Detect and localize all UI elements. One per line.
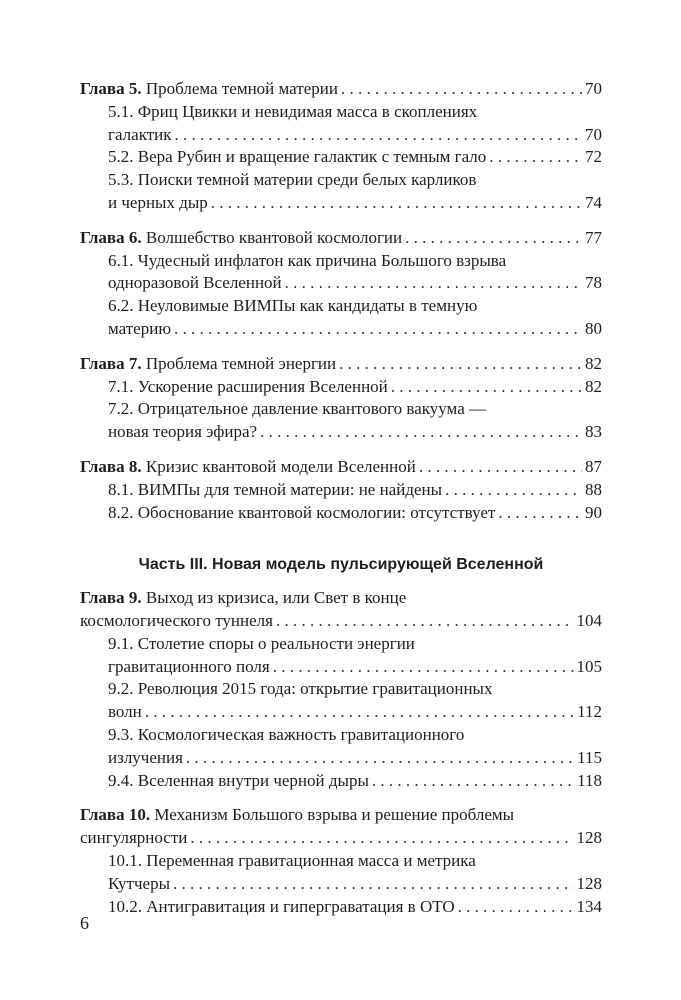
leader-dots	[458, 896, 574, 919]
section-page-number: 88	[585, 479, 602, 499]
section-line	[108, 421, 602, 444]
leader-dots	[339, 353, 582, 376]
section-entry	[80, 770, 602, 793]
section-title: галактик	[108, 124, 172, 144]
leader-dots	[445, 479, 582, 502]
chapter-label: Глава 5.	[80, 79, 142, 98]
chapter-title: Кризис квантовой модели Вселенной	[145, 456, 416, 476]
chapter-heading	[80, 804, 602, 850]
section-title: 5.2. Вера Рубин и вращение галактик с темным гало	[108, 147, 487, 167]
chapter-title: сингулярности	[80, 828, 188, 848]
chapter-title-line: Глава 10. Механизм Большого взрыва и решение проблемы	[80, 805, 515, 825]
section-title: одноразовой Вселенной	[108, 273, 282, 293]
leader-dots	[260, 421, 582, 444]
section-entry	[80, 678, 602, 724]
chapter-line	[80, 456, 602, 479]
section-line	[108, 272, 602, 295]
chapter-label: Глава 10.	[80, 805, 151, 825]
section-entry	[80, 169, 602, 215]
leader-dots	[211, 192, 582, 215]
section-page-number: 82	[585, 376, 602, 396]
section-title: новая теория эфира?	[108, 422, 258, 442]
leader-dots	[498, 502, 582, 525]
section-title: 8.1. ВИМПы для темной материи: не найдены	[108, 479, 443, 499]
chapter-page-number: 104	[576, 610, 602, 630]
section-page-number: 70	[585, 124, 602, 144]
chapter-entry	[80, 587, 602, 792]
section-title: 9.4. Вселенная внутри черной дыры	[108, 770, 369, 790]
section-page-number: 90	[585, 502, 602, 522]
part-title: Часть III. Новая модель пульсирующей Вселенной	[138, 556, 544, 574]
chapter-page-number: 128	[576, 828, 602, 848]
chapter-title: космологического туннеля	[80, 610, 273, 630]
section-entry	[80, 146, 602, 169]
chapter-entry	[80, 804, 602, 918]
chapter-page-number: 77	[585, 227, 602, 247]
section-entry	[80, 376, 602, 399]
section-line	[108, 318, 602, 341]
section-line	[108, 770, 602, 793]
section-page-number: 74	[585, 192, 602, 212]
section-title: 10.2. Антигравитация и гиперграватация в ОТО	[108, 896, 455, 916]
section-page-number: 115	[577, 747, 602, 767]
chapter-entry	[80, 78, 602, 215]
leader-dots	[276, 610, 574, 633]
section-title: 8.2. Обоснование квантовой космологии: отсутствует	[108, 502, 496, 522]
section-title: и черных дыр	[108, 192, 208, 212]
section-page-number: 83	[585, 422, 602, 442]
section-title-line: 9.3. Космологическая важность гравитационного	[108, 724, 465, 744]
section-page-number: 128	[576, 873, 602, 893]
section-line	[108, 479, 602, 502]
chapter-line	[80, 827, 602, 850]
chapter-label: Глава 7.	[80, 353, 142, 373]
section-title-line: 6.1. Чудесный инфлатон как причина Большого взрыва	[108, 250, 507, 270]
chapter-line	[80, 227, 602, 250]
section-line	[108, 656, 602, 679]
section-entry	[80, 896, 602, 919]
leader-dots	[341, 78, 582, 101]
chapter-page-number: 82	[585, 353, 602, 373]
leader-dots	[391, 376, 582, 399]
section-line	[108, 896, 602, 919]
section-line	[108, 146, 602, 169]
chapter-heading	[80, 227, 602, 250]
chapter-line	[80, 353, 602, 376]
section-page-number: 105	[576, 656, 602, 676]
chapter-page-number: 70	[585, 79, 602, 98]
chapter-title: Проблема темной энергии	[145, 353, 337, 373]
section-title-line: 9.1. Столетие споры о реальности энергии	[108, 633, 415, 653]
leader-dots	[174, 318, 582, 341]
leader-dots	[405, 227, 582, 250]
chapter-line	[80, 610, 602, 633]
section-line	[108, 873, 602, 896]
section-line	[108, 502, 602, 525]
section-title: Кутчеры	[108, 873, 171, 893]
section-entry	[80, 295, 602, 341]
section-line	[108, 376, 602, 399]
section-page-number: 78	[585, 273, 602, 293]
section-entry	[80, 724, 602, 770]
leader-dots	[190, 827, 573, 850]
chapter-label: Глава 6.	[80, 227, 142, 247]
chapters-group-part-2	[80, 78, 602, 524]
section-line	[108, 701, 602, 724]
section-title-line: 5.1. Фриц Цвикки и невидимая масса в скоплениях	[108, 101, 478, 121]
leader-dots	[489, 146, 582, 169]
section-page-number: 112	[577, 702, 602, 722]
leader-dots	[173, 873, 573, 896]
section-title-line: 7.2. Отрицательное давление квантового вакуума —	[108, 399, 486, 419]
leader-dots	[273, 656, 574, 679]
section-title-line: 6.2. Неуловимые ВИМПы как кандидаты в темную	[108, 296, 478, 316]
chapter-title: Волшебство квантовой космологии	[145, 227, 403, 247]
chapter-heading	[80, 587, 602, 633]
section-title: волн	[108, 702, 142, 722]
section-page-number: 134	[576, 896, 602, 916]
table-of-contents	[80, 78, 602, 930]
section-page-number: 118	[577, 770, 602, 790]
leader-dots	[145, 701, 574, 724]
chapter-entry	[80, 353, 602, 444]
section-title: гравитационного поля	[108, 656, 270, 676]
chapter-heading	[80, 78, 602, 101]
section-entry	[80, 633, 602, 679]
section-title: излучения	[108, 747, 183, 767]
section-title-line: 10.1. Переменная гравитационная масса и метрика	[108, 850, 476, 870]
section-entry	[80, 398, 602, 444]
leader-dots	[285, 272, 582, 295]
section-title: 7.1. Ускорение расширения Вселенной	[108, 376, 388, 396]
section-entry	[80, 502, 602, 525]
section-line	[108, 192, 602, 215]
chapter-entry	[80, 227, 602, 341]
chapter-label: Глава 8.	[80, 456, 142, 476]
section-line	[108, 124, 602, 147]
section-title: материю	[108, 318, 172, 338]
section-entry	[80, 850, 602, 896]
chapter-heading	[80, 353, 602, 376]
section-page-number: 72	[585, 147, 602, 167]
chapter-title: Проблема темной материи	[145, 79, 338, 98]
page-number: 6	[80, 913, 89, 933]
section-entry	[80, 250, 602, 296]
chapters-group-part-3	[80, 587, 602, 918]
chapter-label: Глава 9.	[80, 588, 142, 608]
leader-dots	[175, 124, 582, 147]
leader-dots	[419, 456, 582, 479]
chapter-heading	[80, 456, 602, 479]
leader-dots	[372, 770, 574, 793]
section-line	[108, 747, 602, 770]
chapter-line	[80, 78, 602, 101]
section-entry	[80, 479, 602, 502]
section-title-line: 9.2. Революция 2015 года: открытие гравитационных	[108, 679, 493, 699]
section-title-line: 5.3. Поиски темной материи среди белых карликов	[108, 170, 477, 190]
chapter-page-number: 87	[585, 456, 602, 476]
section-entry	[80, 101, 602, 147]
chapter-entry	[80, 456, 602, 524]
chapter-title-line: Глава 9. Выход из кризиса, или Свет в конце	[80, 588, 407, 608]
section-page-number: 80	[585, 318, 602, 338]
leader-dots	[186, 747, 574, 770]
